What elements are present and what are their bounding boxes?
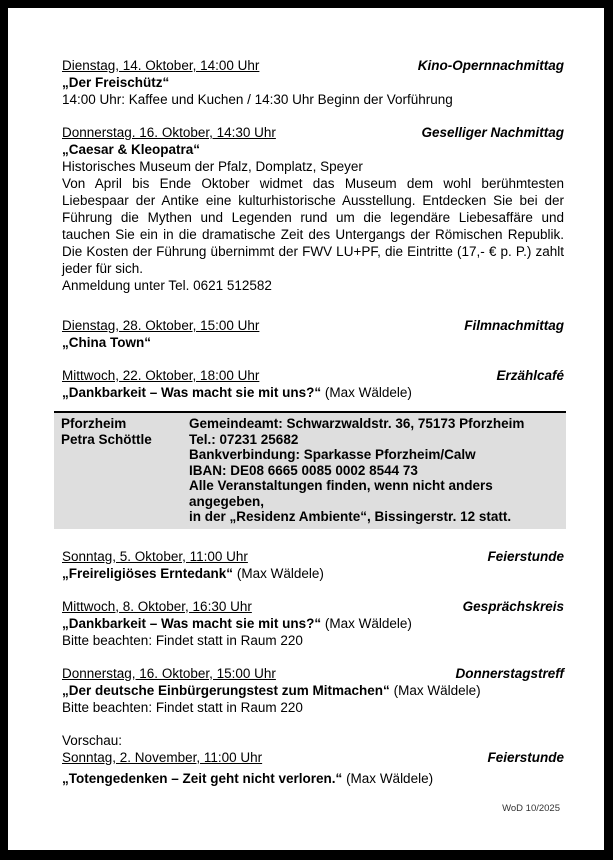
event-category: Geselliger Nachmittag — [421, 125, 564, 140]
event-contact: Anmeldung unter Tel. 0621 512582 — [62, 278, 272, 293]
event-category: Erzählcafé — [496, 368, 564, 383]
event-title-line — [62, 384, 564, 401]
event-heading — [62, 367, 564, 384]
event-title: „Freireligiöses Erntedank“ — [62, 565, 234, 581]
event-title-line — [62, 682, 564, 699]
event-section — [62, 124, 564, 294]
contact-city: Pforzheim — [61, 416, 127, 431]
event-detail: 14:00 Uhr: Kaffee und Kuchen / 14:30 Uhr Beginn der Vorführung — [62, 92, 453, 107]
contact-box-right-column — [189, 416, 560, 525]
event-heading — [62, 317, 564, 334]
event-title: „Der Freischütz“ — [62, 75, 170, 90]
event-section — [62, 367, 564, 401]
event-speaker: (Max Wäldele) — [393, 682, 481, 698]
event-section — [62, 665, 564, 716]
event-heading — [62, 665, 564, 682]
contact-person: Petra Schöttle — [61, 431, 152, 447]
contact-address: Gemeindeamt: Schwarzwaldstr. 36, 75173 Pforzheim — [189, 416, 525, 431]
event-title: „Caesar & Kleopatra“ — [62, 142, 201, 157]
event-section — [62, 548, 564, 582]
page-footer: WoD 10/2025 — [502, 803, 560, 814]
event-title-line — [62, 770, 564, 787]
event-venue: Historisches Museum der Pfalz, Domplatz, Speyer — [62, 159, 363, 174]
event-section — [62, 57, 564, 108]
event-speaker: (Max Wäldele) — [324, 385, 412, 400]
event-room-note: Bitte beachten: Findet statt in Raum 220 — [62, 699, 303, 715]
event-category: Donnerstagstreff — [455, 665, 564, 681]
event-title: „Dankbarkeit – Was macht sie mit uns?“ — [62, 615, 322, 631]
event-section — [62, 598, 564, 649]
event-title-line — [62, 565, 564, 582]
event-heading — [62, 749, 564, 766]
event-date: Mittwoch, 22. Oktober, 18:00 Uhr — [62, 368, 260, 383]
event-speaker: (Max Wäldele) — [346, 770, 434, 786]
event-title-line — [62, 615, 564, 632]
event-speaker: (Max Wäldele) — [236, 565, 324, 581]
document-sheet — [8, 8, 604, 850]
event-title: „Dankbarkeit – Was macht sie mit uns?“ — [62, 385, 322, 400]
event-date: Sonntag, 5. Oktober, 11:00 Uhr — [62, 548, 248, 564]
event-category: Feierstunde — [487, 548, 564, 564]
event-date: Donnerstag, 16. Oktober, 15:00 Uhr — [62, 665, 276, 681]
event-date: Dienstag, 14. Oktober, 14:00 Uhr — [62, 58, 260, 73]
event-category: Kino-Opernnachmittag — [417, 58, 564, 73]
event-title: „China Town“ — [62, 335, 151, 350]
event-category: Gesprächskreis — [462, 598, 564, 614]
event-date: Mittwoch, 8. Oktober, 16:30 Uhr — [62, 598, 252, 614]
contact-venue-note-1: Alle Veranstaltungen finden, wenn nicht anders angegeben, — [189, 478, 493, 509]
event-date: Dienstag, 28. Oktober, 15:00 Uhr — [62, 318, 260, 333]
contact-phone: Tel.: 07231 25682 — [189, 431, 299, 447]
event-heading — [62, 57, 564, 74]
contact-venue-note-2: in der „Residenz Ambiente“, Bissingerstr. 12 statt. — [189, 509, 512, 524]
contact-bank: Bankverbindung: Sparkasse Pforzheim/Calw — [189, 447, 476, 462]
event-category: Filmnachmittag — [464, 318, 564, 333]
contact-iban: IBAN: DE08 6665 0085 0002 8544 73 — [189, 462, 418, 478]
event-title: „Totengedenken – Zeit geht nicht verloren.“ — [62, 770, 343, 786]
event-heading — [62, 124, 564, 141]
preview-label: Vorschau: — [62, 732, 123, 748]
contact-box-left-column — [61, 416, 189, 525]
event-description: Von April bis Ende Oktober widmet das Museum dem wohl berühmtesten Liebespaar der Antike eine kulturhistorische Ausstellung. Entdecken Sie bei der Führung die Mythen und Legenden rund um die legendäre Liebesaffäre und tauchen Sie ein in die dramatische Zeit des Untergangs der Römischen Republik. Die Kosten der Führung übernimmt der FWV LU+PF, die Eintritte (17,- € p. P.) zahlt jeder für sich. — [62, 176, 564, 276]
event-title: „Der deutsche Einbürgerungstest zum Mitmachen“ — [62, 682, 390, 698]
contact-info-box — [54, 411, 566, 529]
event-section — [62, 732, 564, 787]
event-speaker: (Max Wäldele) — [324, 615, 412, 631]
event-date: Sonntag, 2. November, 11:00 Uhr — [62, 749, 263, 765]
event-heading — [62, 598, 564, 615]
event-heading — [62, 548, 564, 565]
event-room-note: Bitte beachten: Findet statt in Raum 220 — [62, 632, 303, 648]
event-date: Donnerstag. 16. Oktober, 14:30 Uhr — [62, 125, 276, 140]
event-section — [62, 317, 564, 351]
event-category: Feierstunde — [487, 749, 564, 765]
